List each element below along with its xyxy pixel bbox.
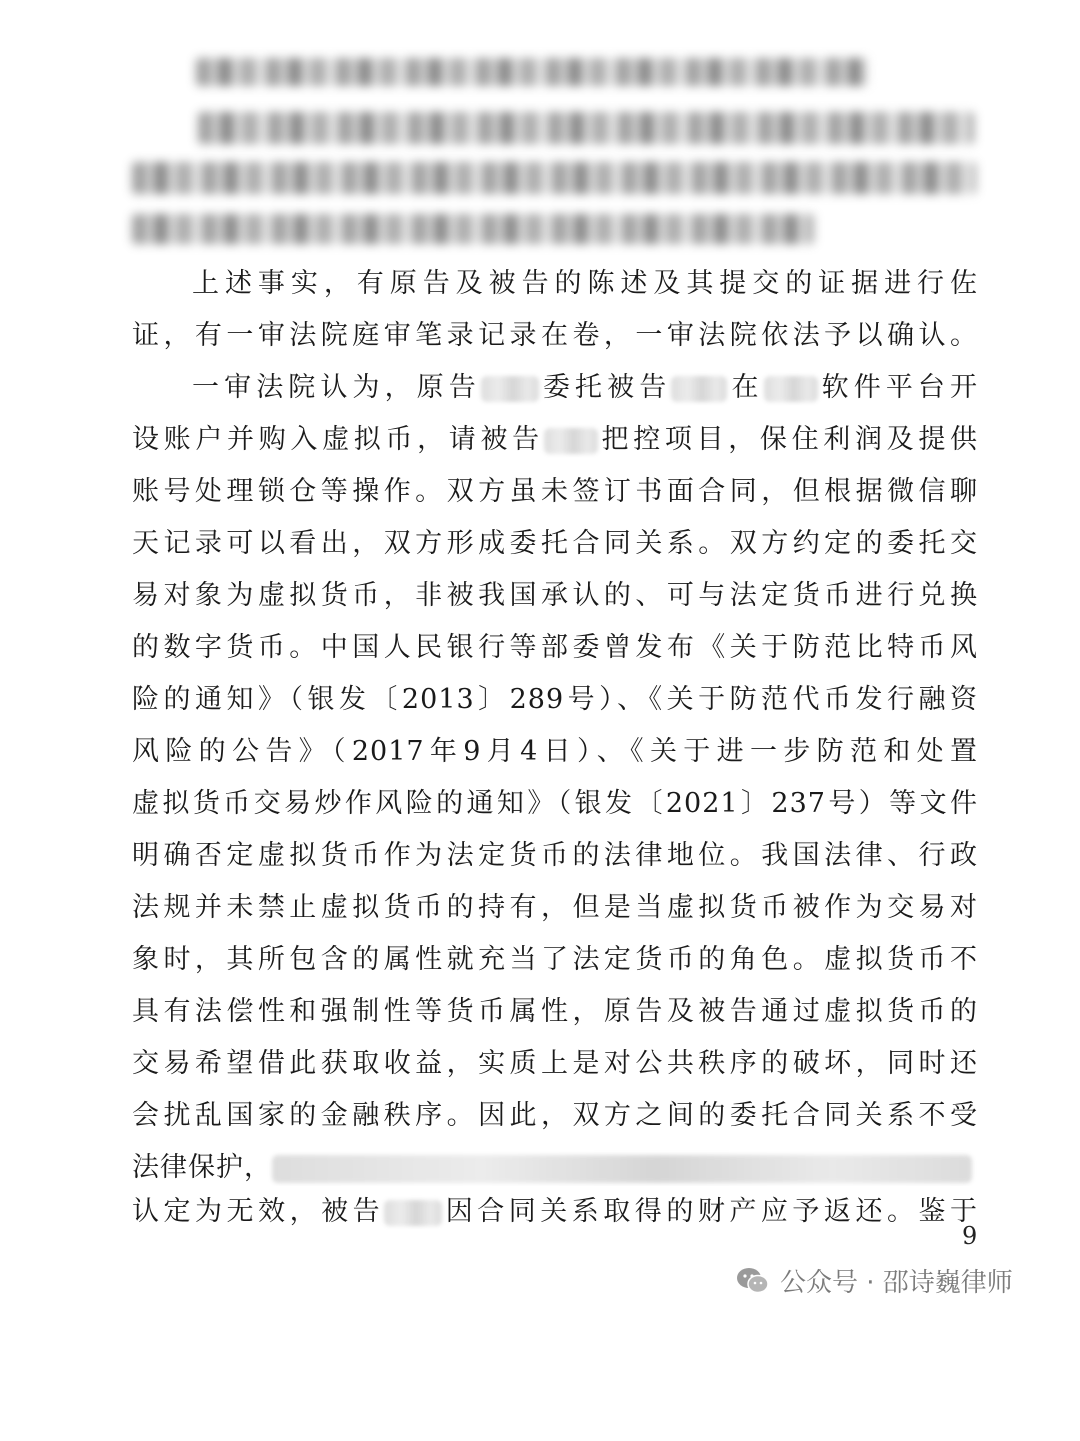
paragraph-2-line-6: 的数字货币。中国人民银行等部委曾发布《关于防范比特币风: [132, 632, 978, 663]
paragraph-2-line-7: 险的通知》（银发〔2013〕289号）、《关于防范代币发行融资: [132, 684, 978, 715]
paragraph-2-line-8: 风险的公告》（2017年9月4日）、《关于进一步防范和处置: [132, 736, 978, 767]
paragraph-2-line-9: 虚拟货币交易炒作风险的通知》（银发〔2021〕237号）等文件: [132, 788, 978, 819]
redacted-sentence: [272, 1155, 972, 1183]
redacted-name: [764, 376, 818, 402]
paragraph-2-line-15: 会扰乱国家的金融秩序。因此，双方之间的委托合同关系不受: [132, 1100, 978, 1131]
redacted-name: [481, 376, 539, 402]
paragraph-2-line-2: 设账户并购入虚拟币，请被告 把控项目，保住利润及提供: [132, 424, 978, 455]
page-number: 9: [962, 1222, 978, 1250]
paragraph-2-line-16: 法律保护，: [132, 1150, 978, 1186]
redacted-name: [671, 376, 727, 402]
paragraph-2-line-17: 认定为无效，被告 因合同关系取得的财产应予返还。鉴于: [132, 1196, 978, 1227]
paragraph-2-line-12: 象时，其所包含的属性就充当了法定货币的角色。虚拟货币不: [132, 944, 978, 975]
paragraph-2-line-14: 交易希望借此获取收益，实质上是对公共秩序的破坏，同时还: [132, 1048, 978, 1079]
wechat-account-footer: [736, 1262, 1013, 1299]
paragraph-2-line-11: 法规并未禁止虚拟货币的持有，但是当虚拟货币被作为交易对: [132, 892, 978, 923]
paragraph-2-line-5: 易对象为虚拟货币，非被我国承认的、可与法定货币进行兑换: [132, 580, 978, 611]
paragraph-1-line-1: 上述事实，有原告及被告的陈述及其提交的证据进行佐: [192, 268, 978, 299]
paragraph-2-line-10: 明确否定虚拟货币作为法定货币的法律地位。我国法律、行政: [132, 840, 978, 871]
footer-label: 公众号 · 邵诗巍律师: [780, 1268, 1013, 1298]
redacted-name: [544, 428, 598, 454]
wechat-icon: [736, 1267, 770, 1295]
paragraph-2-line-13: 具有法偿性和强制性等货币属性，原告及被告通过虚拟货币的: [132, 996, 978, 1027]
paragraph-2-line-4: 天记录可以看出，双方形成委托合同关系。双方约定的委托交: [132, 528, 978, 559]
redacted-name: [384, 1200, 442, 1226]
paragraph-2-line-1: 一审法院认为，原告 委托被告 在 软件平台开: [192, 372, 978, 403]
paragraph-2-line-3: 账号处理锁仓等操作。双方虽未签订书面合同，但根据微信聊: [132, 476, 978, 507]
paragraph-1-line-2: 证，有一审法院庭审笔录记录在卷，一审法院依法予以确认。: [132, 320, 978, 351]
